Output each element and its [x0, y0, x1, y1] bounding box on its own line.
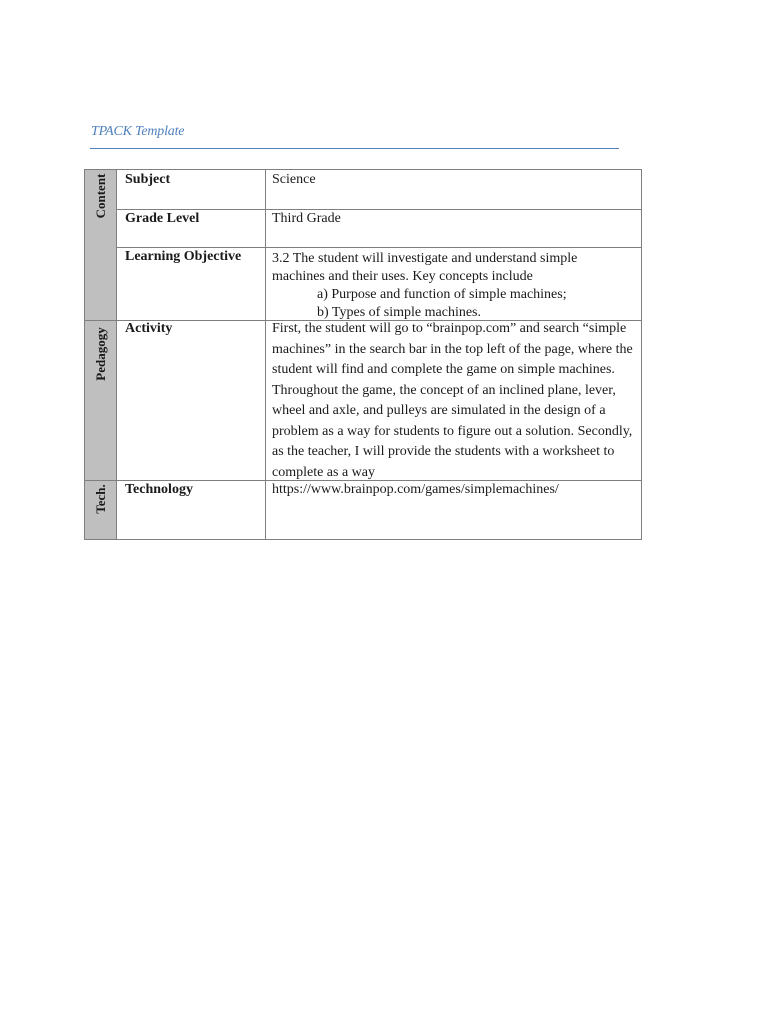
- learning-objective-value: [272, 250, 637, 320]
- pedagogy-section-sidebar: [85, 321, 117, 481]
- objective-list-item: a) Purpose and function of simple machines;: [317, 287, 567, 302]
- subject-value: Science: [272, 172, 316, 187]
- content-section-sidebar: [85, 170, 117, 321]
- technology-label: Technology: [125, 482, 193, 497]
- pedagogy-section-label: Pedagogy: [92, 327, 108, 381]
- objective-line: 3.2 The student will investigate and understand simple: [272, 251, 578, 266]
- row-divider: [85, 480, 641, 481]
- tech-section-label: Tech.: [92, 484, 108, 514]
- column-divider: [265, 170, 266, 539]
- technology-link[interactable]: https://www.brainpop.com/games/simplemachines/: [272, 482, 559, 497]
- subject-label: Subject: [125, 172, 171, 187]
- row-divider: [117, 247, 641, 248]
- grade-level-value: Third Grade: [272, 211, 341, 226]
- page-title: TPACK Template: [91, 124, 185, 139]
- content-section-label: Content: [92, 173, 108, 219]
- tpack-table: [84, 169, 642, 540]
- objective-line: machines and their uses. Key concepts include: [272, 269, 533, 284]
- learning-objective-label: Learning Objective: [125, 249, 242, 264]
- title-underline: [90, 148, 619, 149]
- row-divider: [117, 209, 641, 210]
- grade-level-label: Grade Level: [125, 211, 200, 226]
- tech-section-sidebar: [85, 481, 117, 539]
- activity-label: Activity: [125, 321, 173, 336]
- objective-list-item: b) Types of simple machines.: [317, 305, 482, 320]
- activity-value: First, the student will go to “brainpop.com” and search “simple machines” in the search bar in the top left of the page, where the student will find and complete the game on simple machines. Throughout the game, the concept of an inclined plane, lever, wheel and axle, and pulleys are simulated in the design of a problem as a way for students to figure out a solution. Secondly, as the teacher, I will provide the students with a worksheet to complete as a way: [272, 321, 633, 480]
